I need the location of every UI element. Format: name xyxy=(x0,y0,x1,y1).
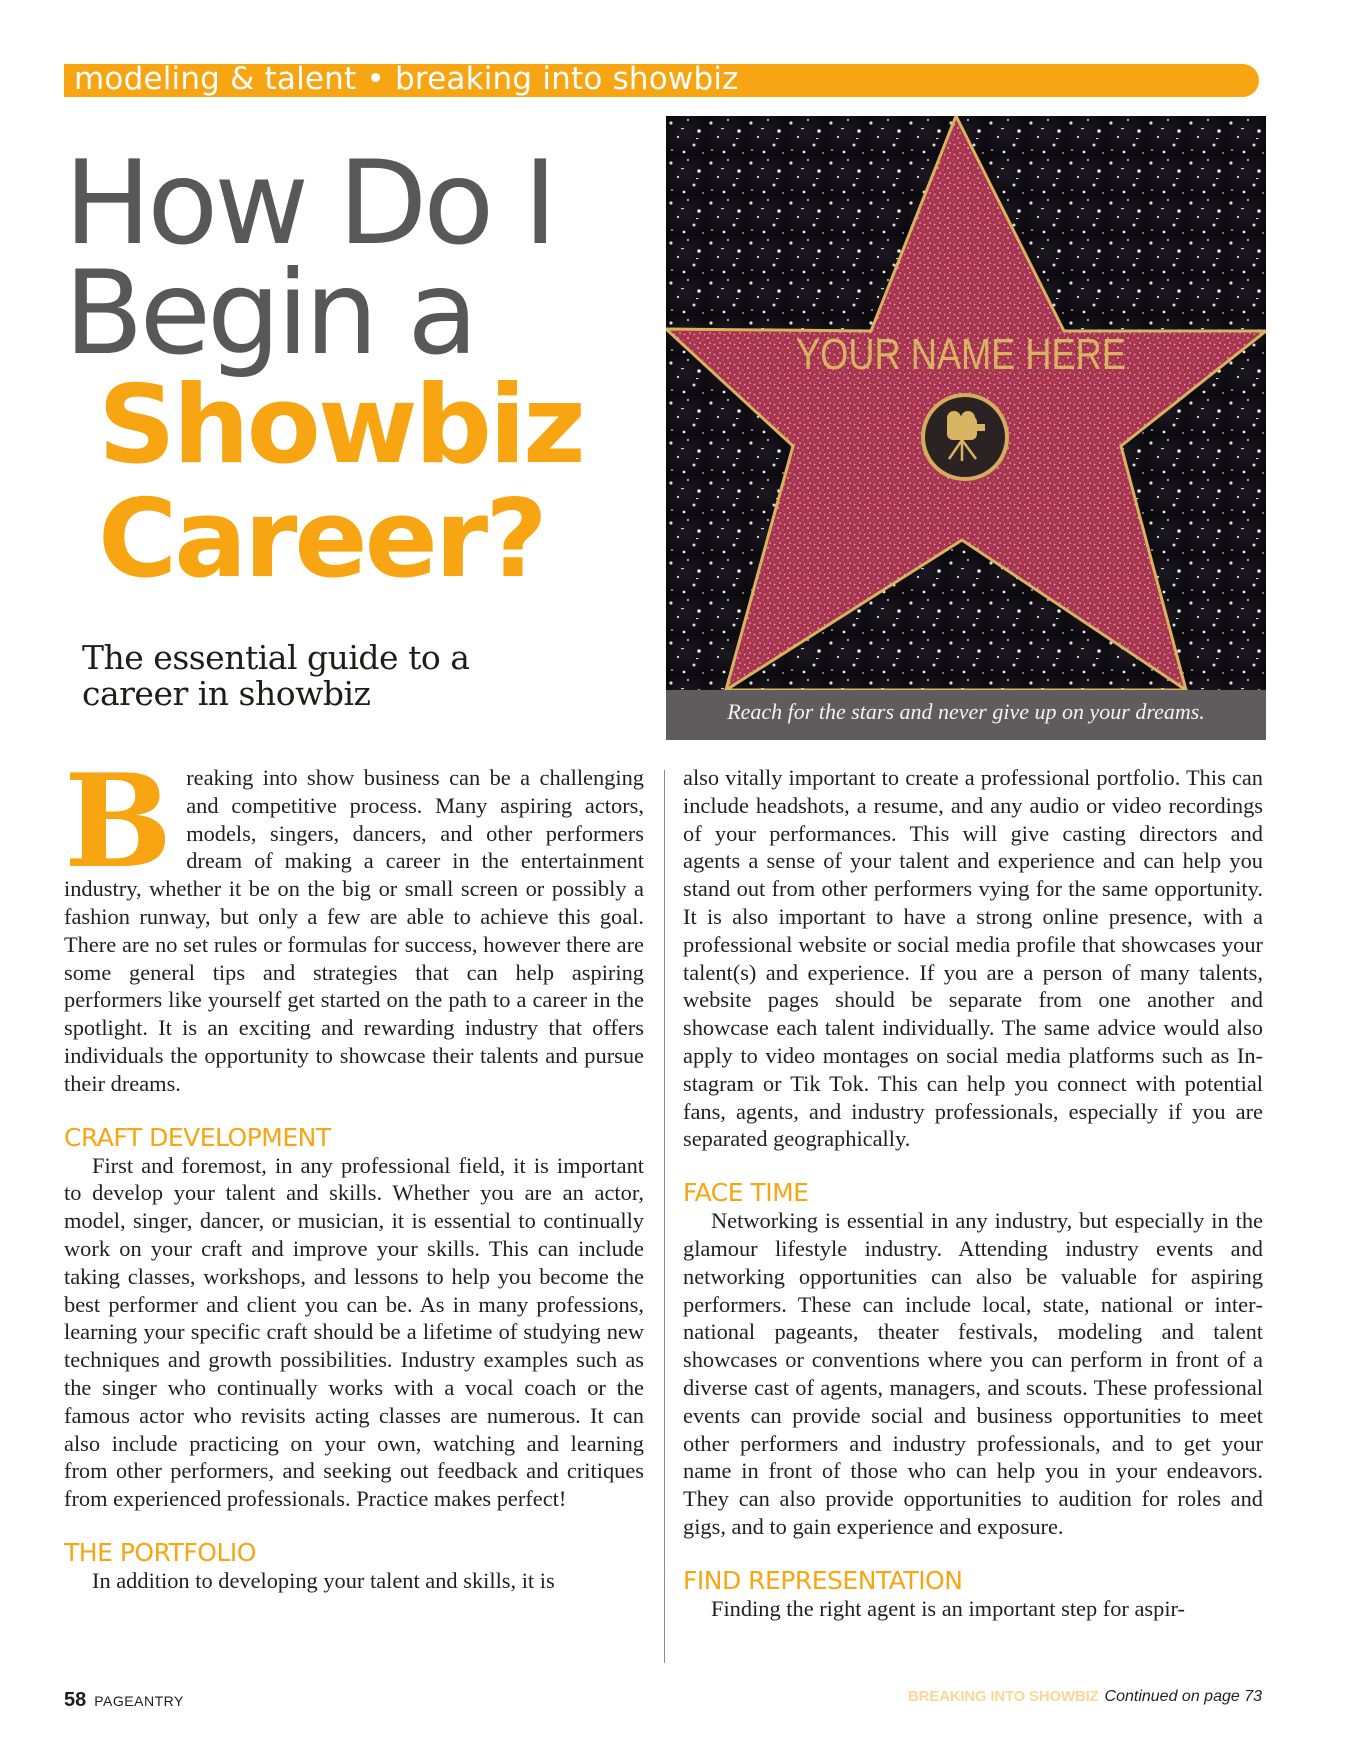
intro-text: reaking into show business can be a challenging and competitive process. Many aspiring actors, models, singers, dancers, and other performers dream of making a career in the entertainment industry, whether it be on the big or small screen or possibly a fashion runway, but only a few are able to achieve this goal. There are no set rules or formulas for success, however there are some general tips and strategies that can help aspiring performers like yourself get started on the path to a career in the spotlight. It is an exciting and rewarding industry that offers individuals the opportunity to showcase their talents and pursue their dreams. xyxy=(64,765,644,1096)
photo-caption-bar xyxy=(666,690,1266,740)
photo-caption: Reach for the stars and never give up on your dreams. xyxy=(727,699,1205,724)
section-heading-craft-development: CRAFT DEVELOPMENT xyxy=(64,1122,331,1152)
column-divider xyxy=(664,770,665,1663)
magazine-name: PAGEANTRY xyxy=(94,1693,184,1709)
article-column-left xyxy=(64,747,644,1595)
intro-paragraph xyxy=(64,747,644,1098)
page-folio xyxy=(64,1689,184,1712)
section-body-craft-development: First and foremost, in any professional field, it is important to develop your talent and skills. Whether you are an actor, model, singer, dancer, or musician, it is essential to continually work on your craft and improve your skills. This can include taking classes, workshops, and lessons to help you become the best performer and client you can be. As in many professions, learning your specific craft should be a lifetime of studying new techniques and growth possibilities. Industry examples such as the singer who continually works with a vocal coach or the famous actor who revisits acting classes are numerous. It can also include practicing on your own, watching and learning from other performers, and seeking out feedback and critiques from experienced professionals. Practice makes perfect! xyxy=(64,1152,644,1512)
title-line-1: How Do I xyxy=(64,136,554,271)
title-line-4: Career? xyxy=(98,477,545,602)
continued-note xyxy=(908,1688,1262,1706)
page-number: 58 xyxy=(64,1689,87,1711)
section-body-portfolio-continued: also vitally important to create a professional portfolio. This can include headshots, a resume, and any audio or video recordings of your performances. This will give casting directors and agents a sense of your talent and experience and can help you stand out from other performers vying for the same opportunity. It is also important to have a strong online presence, with a professional website or social media profile that showcases your talent(s) and experience. If you are a person of many talents, website pages should be separate from one another and showcase each talent individually. The same advice would also apply to video montages on social media platforms such as Instagram or Tik Tok. This can help you connect with potential fans, agents, and industry professionals, especially if you are separated geographically. xyxy=(683,765,1263,1152)
title-line-3: Showbiz xyxy=(98,363,583,488)
article-column-right xyxy=(683,764,1263,1623)
movie-camera-icon xyxy=(921,393,1009,481)
continued-kicker: BREAKING INTO SHOWBIZ xyxy=(908,1688,1099,1705)
title-line-2: Begin a xyxy=(64,246,475,381)
hero-photo xyxy=(666,116,1266,690)
walk-of-fame-star-image xyxy=(666,116,1266,690)
section-body-find-representation: Finding the right agent is an important step for aspir- xyxy=(711,1595,1186,1621)
section-body-face-time: Networking is essential in any industry, but especially in the glamour lifestyle industry. Attending industry events and networking opportunities can also be valuable for aspiring performers. These can include local, state, national or international pageants, theater festivals, modeling and talent showcases or conventions where you can perform in front of a diverse cast of agents, managers, and scouts. These professional events can provide social and business opportunities to meet other performers and industry professionals, and to get your name in front of those who can help you in your endeavors. They can also provide opportunities to audition for roles and gigs, and to gain experience and exposure. xyxy=(683,1208,1263,1539)
section-header-text: modeling & talent • breaking into showbiz xyxy=(74,61,739,97)
section-header-band xyxy=(64,61,1259,97)
subtitle: The essential guide to a career in showbiz xyxy=(82,638,470,713)
section-heading-portfolio: THE PORTFOLIO xyxy=(64,1537,256,1567)
section-body-portfolio: In addition to developing your talent and skills, it is xyxy=(92,1567,555,1593)
section-heading-face-time: FACE TIME xyxy=(683,1178,809,1208)
star-name-text: YOUR NAME HERE xyxy=(796,330,1126,379)
section-heading-find-representation: FIND REPRESENTATION xyxy=(683,1565,963,1595)
continued-page-link[interactable]: Continued on page 73 xyxy=(1104,1688,1262,1705)
drop-cap: B xyxy=(64,747,173,897)
